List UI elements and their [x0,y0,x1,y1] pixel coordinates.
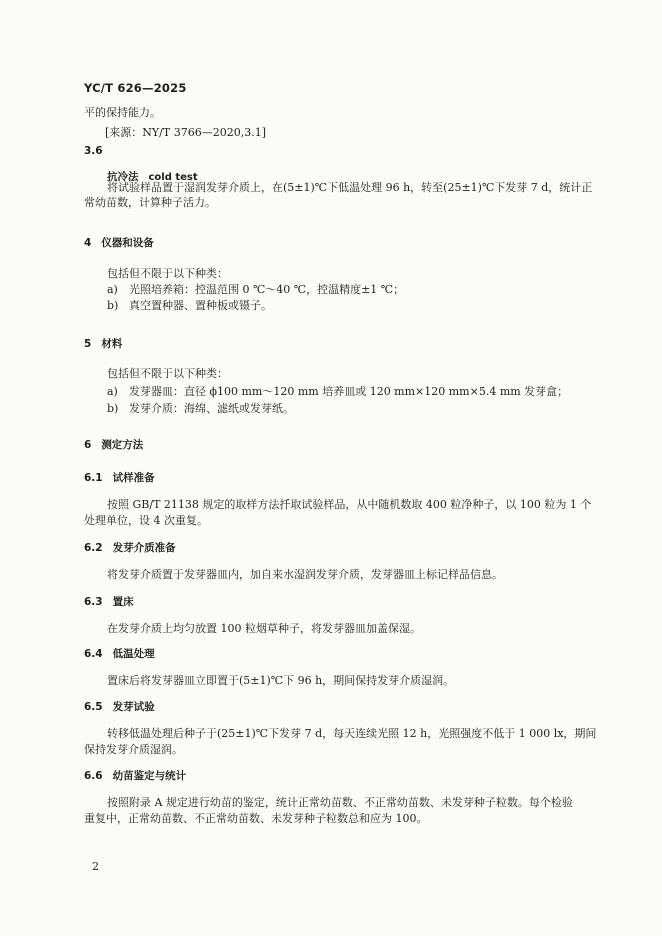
section-number: 5 [84,338,92,350]
clause-6-2-line-1: 将发芽介质置于发芽器皿内，加自来水湿润发芽介质，发芽器皿上标记样品信息。 [107,568,503,581]
clause-title: 低温处理 [112,648,155,660]
section-title: 仪器和设备 [101,237,154,249]
clause-number-3-6: 3.6 [84,145,103,157]
clause-6-1-heading [84,470,155,485]
clause-6-4-heading [84,646,155,661]
clause-6-5-heading [84,699,155,714]
section-title: 测定方法 [101,439,144,451]
clause-number: 6.3 [84,596,103,608]
list-item-marker: b) [107,402,119,415]
section-5-heading [84,336,122,351]
section-title: 材料 [101,338,123,350]
section-6-heading [84,437,143,452]
clause-title: 试样准备 [112,472,155,484]
list-item-marker: a) [107,385,118,398]
clause-title: 置床 [112,596,134,608]
clause-6-5-line-1: 转移低温处理后种子于(25±1)℃下发芽 7 d，每天连续光照 12 h，光照强度不低于 1 000 lx，期间 [107,727,597,740]
clause-6-3-heading [84,594,134,609]
clause-6-2-heading [84,540,176,555]
list-item-text: 真空置种器、置种板或镊子。 [129,299,272,312]
definition-line-2: 常幼苗数，计算种子活力。 [84,196,216,209]
clause-6-6-heading [84,768,186,783]
clause-6-5-line-2: 保持发芽介质湿润。 [84,743,183,756]
section-4-intro: 包括但不限于以下种类： [107,267,228,280]
page-number: 2 [92,860,99,873]
continued-text: 平的保持能力。 [84,106,161,119]
section-5-intro: 包括但不限于以下种类： [107,367,228,380]
definition-line-1: 将试验样品置于湿润发芽介质上，在(5±1)℃下低温处理 96 h，转至(25±1)℃下发芽 7 d，统计正 [107,181,593,194]
clause-title: 发芽介质准备 [112,542,176,554]
term-en: cold test [148,172,198,183]
clause-6-6-line-1: 按照附录 A 规定进行幼苗的鉴定，统计正常幼苗数、不正常幼苗数、未发芽种子粒数。每个检验 [107,796,573,809]
clause-number: 6.4 [84,648,103,660]
clause-6-1-line-2: 处理单位，设 4 次重复。 [84,514,208,527]
section-number: 4 [84,237,92,249]
clause-number: 6.6 [84,770,103,782]
clause-number: 6.5 [84,701,103,713]
clause-6-1-line-1: 按照 GB/T 21138 规定的取样方法扦取试验样品，从中随机数取 400 粒净种子，以 100 粒为 1 个 [107,498,592,511]
list-item-text: 光照培养箱：控温范围 0 ℃～40 ℃，控温精度±1 ℃； [129,283,405,296]
clause-number: 6.2 [84,542,103,554]
list-item-marker: b) [107,299,119,312]
clause-6-3-line-1: 在发芽介质上均匀放置 100 粒烟草种子，将发芽器皿加盖保湿。 [107,622,421,635]
clause-6-4-line-1: 置床后将发芽器皿立即置于(5±1)℃下 96 h，期间保持发芽介质湿润。 [107,674,455,687]
clause-number: 6.1 [84,472,103,484]
section-number: 6 [84,439,92,451]
source-note: [来源：NY/T 3766—2020,3.1] [105,126,266,139]
clause-title: 发芽试验 [112,701,155,713]
list-item-marker: a) [107,283,118,296]
term-cn: 抗冷法 [107,171,139,183]
clause-title: 幼苗鉴定与统计 [112,770,187,782]
standard-code: YC/T 626—2025 [84,81,187,95]
section-4-heading [84,235,154,250]
clause-6-6-line-2: 重复中，正常幼苗数、不正常幼苗数、未发芽种子粒数总和应为 100。 [84,812,428,825]
list-item-text: 发芽介质：海绵、滤纸或发芽纸。 [129,402,294,415]
list-item-text: 发芽器皿：直径 ϕ100 mm～120 mm 培养皿或 120 mm×120 mm×5.4 mm 发芽盒； [129,385,569,398]
